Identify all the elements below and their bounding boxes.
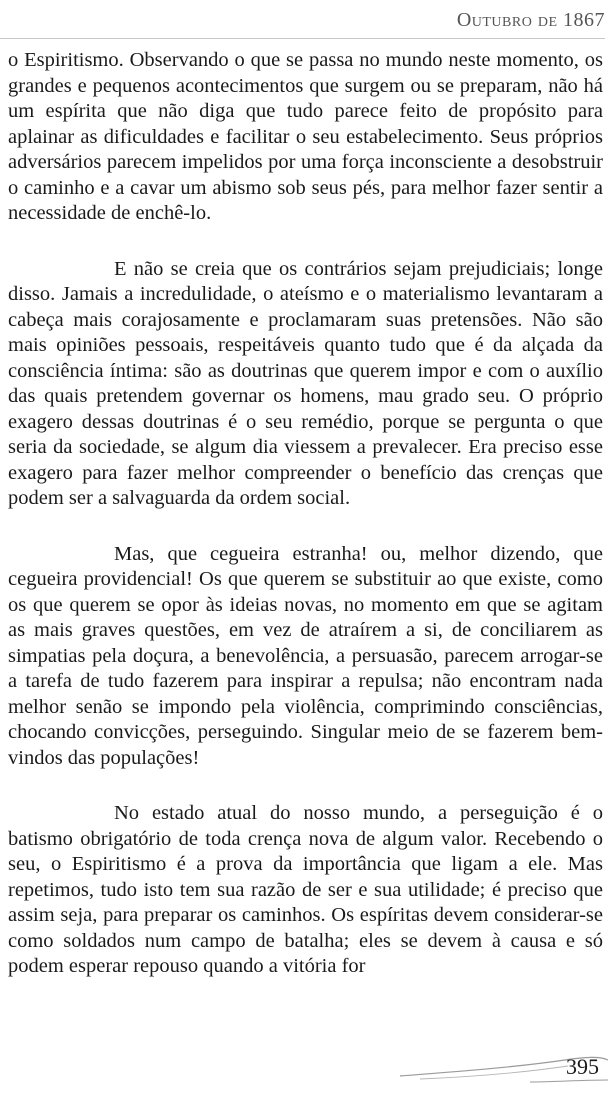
paragraph-4: No estado atual do nosso mundo, a perseguição é o batismo obrigatório de toda crença nova de algum valor. Recebendo o seu, o Espiritismo é a prova da importância que ligam a ele. Mas repetimos, tudo isto tem sua razão de ser e sua utilidade; é preciso que assim seja, para preparar os caminhos. Os espíritas devem considerar-se como soldados num campo de batalha; eles se devem à causa e só podem esperar repouso quando a vitória for <box>8 802 603 977</box>
page-footer <box>390 1046 611 1091</box>
page-number: 395 <box>566 1054 599 1079</box>
paragraph-1: o Espiritismo. Observando o que se passa no mundo neste momento, os grandes e pequenos acontecimentos que surgem ou se preparam, não há um espírita que não diga que tudo parece feito de propósito para aplainar as dificuldades e facilitar o seu estabelecimento. Seus próprios adversários parecem impelidos por uma força inconsciente a desobstruir o caminho e a cavar um abismo sob seus pés, para melhor fazer sentir a necessidade de enchê-lo. <box>8 49 603 224</box>
running-title: Outubro de 1867 <box>456 9 605 31</box>
paragraph-2: E não se creia que os contrários sejam prejudiciais; longe disso. Jamais a incredulidade, o ateísmo e o materialismo levantaram a cabeça mais corajosamente e proclamaram suas pretensões. Não são mais opiniões pessoais, respeitáveis quanto tudo que é da alçada da consciência íntima: são as doutrinas que querem impor e com o auxílio das quais pretendem governar os homens, mau grado seu. O próprio exagero dessas doutrinas é o seu remédio, porque se pergunta o que seria da sociedade, se algum dia viessem a prevalecer. Era preciso esse exagero para fazer melhor compreender o benefício das crenças que podem ser a salvaguarda da ordem social. <box>8 257 603 509</box>
running-header <box>0 6 605 39</box>
body-text <box>8 48 603 980</box>
paragraph-3: Mas, que cegueira estranha! ou, melhor dizendo, que cegueira providencial! Os que querem se substituir ao que existe, como os que querem se opor às ideias novas, no momento em que se agitam as mais graves questões, em vez de atraírem a si, de conciliarem as simpatias pela doçura, a benevolência, a persuasão, parecem arrogar-se a tarefa de tudo fazerem para inspirar a repulsa; não encontram nada melhor senão se impondo pela violência, comprimindo consciências, chocando convicções, perseguindo. Singular meio de se fazerem bem-vindos das populações! <box>8 542 603 769</box>
